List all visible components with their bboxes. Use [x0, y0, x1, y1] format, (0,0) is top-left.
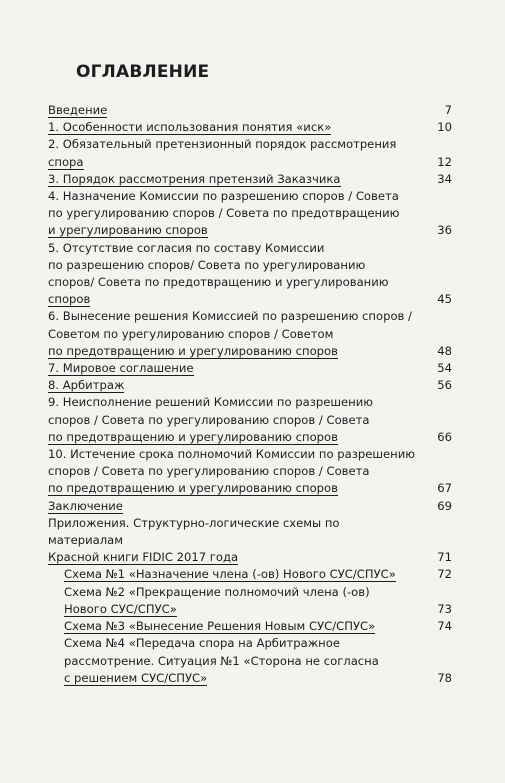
- toc-entry-line: Введение: [48, 103, 108, 117]
- toc-entry: [48, 240, 452, 309]
- toc-entry-line: споров: [48, 292, 91, 307]
- toc-entry-line: Красной книги FIDIC 2017 года: [48, 550, 239, 565]
- toc-entry-title: [48, 102, 418, 119]
- toc-entry-title: [64, 635, 418, 687]
- toc-entry-line: по предотвращению и урегулированию споров: [48, 343, 338, 358]
- toc-entry-line: по предотвращению и урегулированию споров: [48, 481, 338, 496]
- toc-entry-title: [48, 446, 418, 498]
- toc-entry-title: [48, 119, 418, 136]
- toc-entry: [48, 446, 452, 498]
- toc-entry-page-number: 66: [437, 429, 452, 444]
- toc-entry-line: Схема №2 «Прекращение полномочий члена (-ов): [64, 584, 370, 599]
- toc-entry-page-number: 67: [437, 481, 452, 496]
- toc-entry-page-number: 73: [437, 601, 452, 616]
- toc-entry-title: [48, 498, 418, 515]
- toc-entry-title: [64, 618, 418, 635]
- toc-entry: [48, 360, 452, 377]
- toc-entry-page-number: 74: [437, 619, 452, 634]
- toc-entry: [48, 377, 452, 394]
- toc-entry: [48, 584, 452, 618]
- toc-entry-line: с решением СУС/СПУС»: [64, 670, 208, 685]
- toc-entry-line: Советом по урегулированию споров / Советом: [48, 326, 334, 341]
- toc-entry-line: и урегулированию споров: [48, 223, 208, 238]
- toc-entry-page-number: 71: [437, 550, 452, 565]
- toc-entry-title: [64, 566, 418, 583]
- toc-entry: [48, 515, 452, 567]
- toc-entry: [48, 308, 452, 360]
- toc-entry-line: по предотвращению и урегулированию споров: [48, 429, 338, 444]
- toc-entry-page-number: 45: [437, 292, 452, 307]
- toc-entry-line: споров/ Совета по предотвращению и урегулированию: [48, 275, 389, 290]
- toc-entry-line: Схема №1 «Назначение члена (-ов) Нового СУС/СПУС»: [64, 567, 396, 582]
- toc-entry: [48, 188, 452, 240]
- toc-entry-line: спора: [48, 154, 84, 169]
- toc-entry-line: 10. Истечение срока полномочий Комиссии по разрешению: [48, 447, 415, 462]
- toc-entry-line: 8. Арбитраж: [48, 378, 125, 393]
- toc-entry-page-number: 56: [437, 378, 452, 393]
- toc-entry-page-number: 72: [437, 567, 452, 582]
- toc-entry-page-number: 48: [437, 343, 452, 358]
- toc-entry-line: Схема №4 «Передача спора на Арбитражное: [64, 636, 340, 651]
- toc-entry-title: [48, 360, 418, 377]
- toc-entry-title: [48, 188, 418, 240]
- toc-entry-line: рассмотрение. Ситуация №1 «Сторона не согласна: [64, 653, 379, 668]
- toc-entry-title: [48, 377, 418, 394]
- toc-entry: [48, 394, 452, 446]
- toc-entry-page-number: 78: [437, 670, 452, 685]
- toc-entry-line: Схема №3 «Вынесение Решения Новым СУС/СПУС»: [64, 619, 376, 634]
- toc-entry-page-number: 54: [437, 361, 452, 376]
- toc-entry-title: [48, 308, 418, 360]
- toc-entry-title: [48, 394, 418, 446]
- toc-entry-page-number: 7: [444, 103, 452, 117]
- toc-entry: [48, 102, 452, 119]
- toc-entry-line: по урегулированию споров / Совета по предотвращению: [48, 206, 400, 221]
- toc-entry-line: 7. Мировое соглашение: [48, 361, 194, 376]
- toc-entry-line: Приложения. Структурно-логические схемы по материалам: [48, 515, 340, 548]
- toc-entry-page-number: 69: [437, 498, 452, 513]
- toc-entry: [48, 498, 452, 515]
- toc-entry-title: [64, 584, 418, 618]
- toc-entry: [48, 136, 452, 170]
- toc-entry-page-number: 34: [437, 171, 452, 186]
- table-of-contents: [48, 102, 452, 687]
- toc-entry: [48, 635, 452, 687]
- toc-entry-line: Нового СУС/СПУС»: [64, 601, 177, 616]
- toc-entry: [48, 566, 452, 583]
- toc-entry-page-number: 12: [437, 154, 452, 169]
- toc-entry-line: споров / Совета по урегулированию споров / Совета: [48, 412, 370, 427]
- toc-entry-title: [48, 515, 418, 567]
- toc-entry-line: 2. Обязательный претензионный порядок рассмотрения: [48, 137, 397, 152]
- toc-entry-line: 1. Особенности использования понятия «иск»: [48, 120, 332, 135]
- toc-heading: ОГЛАВЛЕНИЕ: [76, 62, 210, 82]
- toc-entry-page-number: 10: [437, 120, 452, 135]
- toc-entry-title: [48, 136, 418, 170]
- toc-entry: [48, 119, 452, 136]
- toc-entry-line: 5. Отсутствие согласия по составу Комиссии: [48, 240, 325, 255]
- toc-entry: [48, 171, 452, 188]
- toc-entry-line: 9. Неисполнение решений Комиссии по разрешению: [48, 395, 374, 410]
- toc-entry-line: 4. Назначение Комиссии по разрешению споров / Совета: [48, 189, 399, 204]
- toc-entry-title: [48, 240, 418, 309]
- toc-entry-line: 3. Порядок рассмотрения претензий Заказчика: [48, 171, 341, 186]
- toc-entry-page-number: 36: [437, 223, 452, 238]
- toc-entry-line: по разрешению споров/ Совета по урегулированию: [48, 257, 366, 272]
- toc-entry-line: Заключение: [48, 498, 123, 513]
- toc-entry-line: 6. Вынесение решения Комиссией по разрешению споров /: [48, 309, 412, 324]
- toc-entry-line: споров / Совета по урегулированию споров / Совета: [48, 464, 370, 479]
- toc-entry: [48, 618, 452, 635]
- toc-entry-title: [48, 171, 418, 188]
